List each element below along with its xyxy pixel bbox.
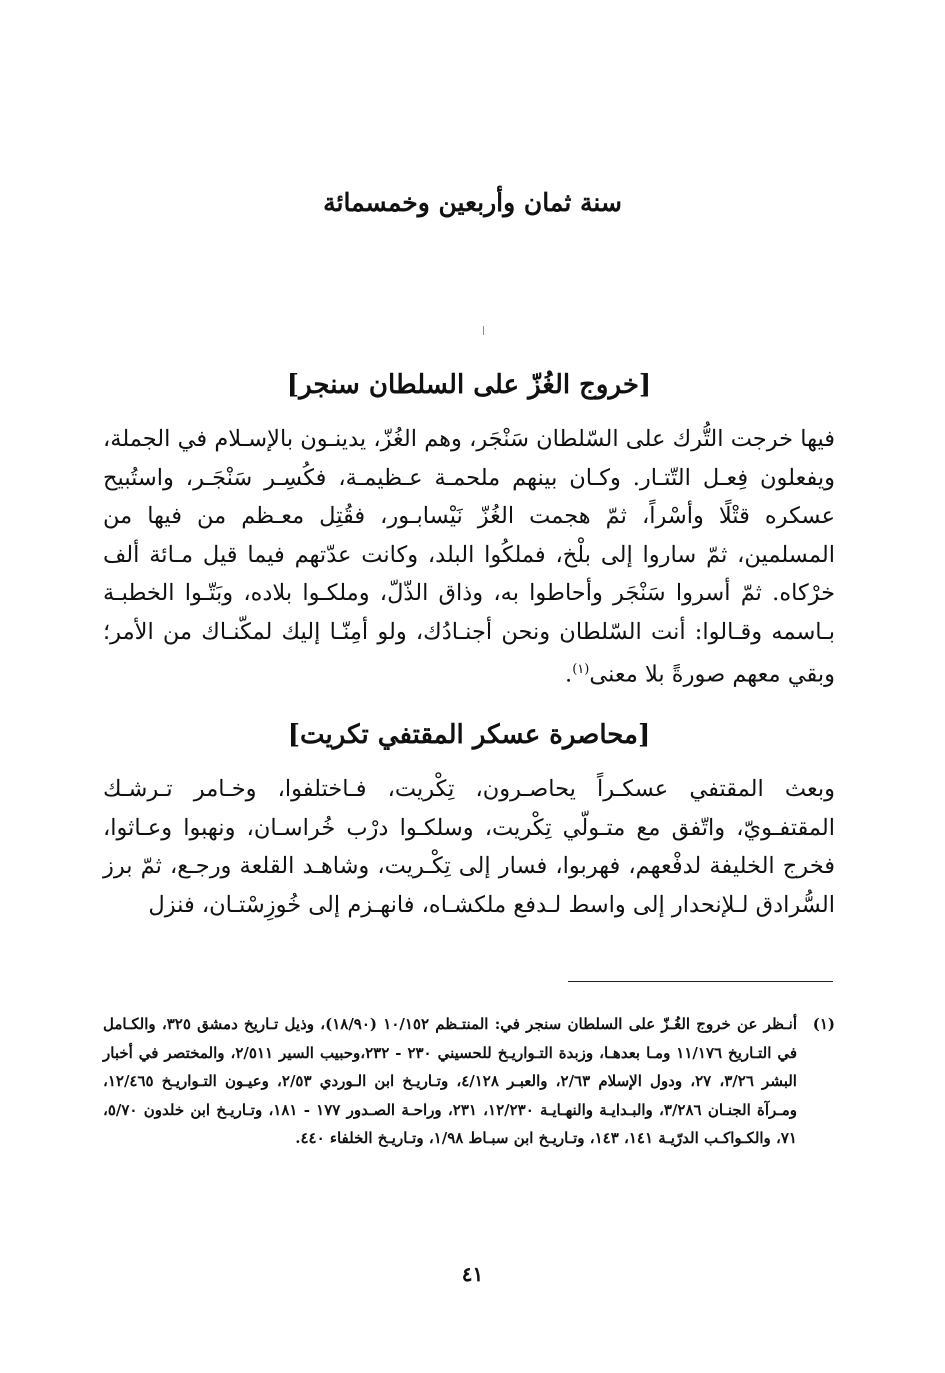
footnote-marker: (١): [812, 1015, 835, 1033]
section-paragraph: وبعث المقتفي عسكـراً يحاصـرون، تِكْريت، فـاختلفوا، وخـامر تـرشـك المقتفـويّ، واتّفق مع متـولّي تِكْريت، وسلكـوا درْب خُراسـان، ونهبوا وعـاثوا، فخرج الخليفة لدفْعهم، فهربوا، فسار إلى تِكْـريت، وشاهـد القلعة ورجـع، ثمّ برز السُّرادق لـلإنحدار إلى واسط لـدفع ملكشـاه، فانهـزم إلى خُوزِسْتـان، فنزل: [103, 776, 835, 918]
footnote-divider: [568, 981, 833, 982]
footnote-reference[interactable]: (١): [572, 662, 590, 677]
section-ghuzz-revolt: [103, 365, 835, 694]
paragraph-end: .: [565, 661, 573, 688]
section-tikrit-siege: [103, 715, 835, 924]
page-number: ٤١: [461, 1262, 484, 1286]
section-heading: [خروج الغُزّ على السلطان سنجر]: [286, 370, 652, 400]
footnote-text: أنـظر عن خروج الغُـزّ على السلطان سنجر في: المنتـظم ١٠/١٥٢ (١٨/٩٠)، وذيل تـاريخ دمشق ٣٢٥، والكـامل في التـاريخ ١١/١٧٦ ومـا بعدهـا، وزبدة التـواريـخ للحسيني ٢٣٠ - ٢٣٢،وحبيب السير ٢/٥١١، والمختصر في أخبار البشر ٣/٢٦، ٢٧، ودول الإسلام ٢/٦٣، والعبـر ٤/١٢٨، وتـاريـخ ابن الـوردي ٢/٥٣، وعيـون التـواريـخ ١٢/٤٦٥، ومـرآة الجنـان ٣/٢٨٦، والبـدايـة والنهـايـة ١٢/٢٣٠، ٢٣١، وراحـة الصـدور ١٧٧ - ١٨١، وتـاريـخ ابن خلدون ٥/٧٠، ٧١، والكـواكـب الدرّيـة ١٤١، ١٤٣، وتـاريـخ ابن سبـاط ١/٩٨، وتـاريـخ الخلفاء ٤٤٠.: [103, 1015, 798, 1147]
footnote: [103, 1010, 835, 1153]
margin-tick-mark: [483, 326, 484, 335]
year-title: سنة ثمان وأربعين وخمسمائة: [323, 188, 622, 217]
paragraph-text: فيها خرجت التُّرك على السّلطان سَنْجَر، وهم الغُزّ، يدينـون بالإسـلام في الجملة، ويفعلون فِعـل التّتـار. وكـان بينهم ملحمـة عـظيمـة، فكُسِـر سَنْجَـر، واستُبيح عسكره قتْلًا وأسْراً، ثمّ هجمت الغُزّ نَيْسابـور، فقُتِل معـظم من فيها من المسلمين، ثمّ ساروا إلى بلْخ، فملكُوا البلد، وكانت عدّتهم فيما قيل مـائة ألف خرْكاه. ثمّ أسروا سَنْجَر وأحاطوا به، وذاق الذّلّ، وملكـوا بلاده، وبَتّـوا الخطبـة بـاسمه وقـالوا: أنت السّلطان ونحن أجنـادُك، ولو أمِنّـا إليك لمكّنـاك من الأمر؛ وبقي معهم صورةً بلا معنى: [103, 426, 835, 688]
section-paragraph: [103, 420, 835, 694]
section-heading: [محاصرة عسكر المقتفي تكريت]: [287, 720, 651, 750]
